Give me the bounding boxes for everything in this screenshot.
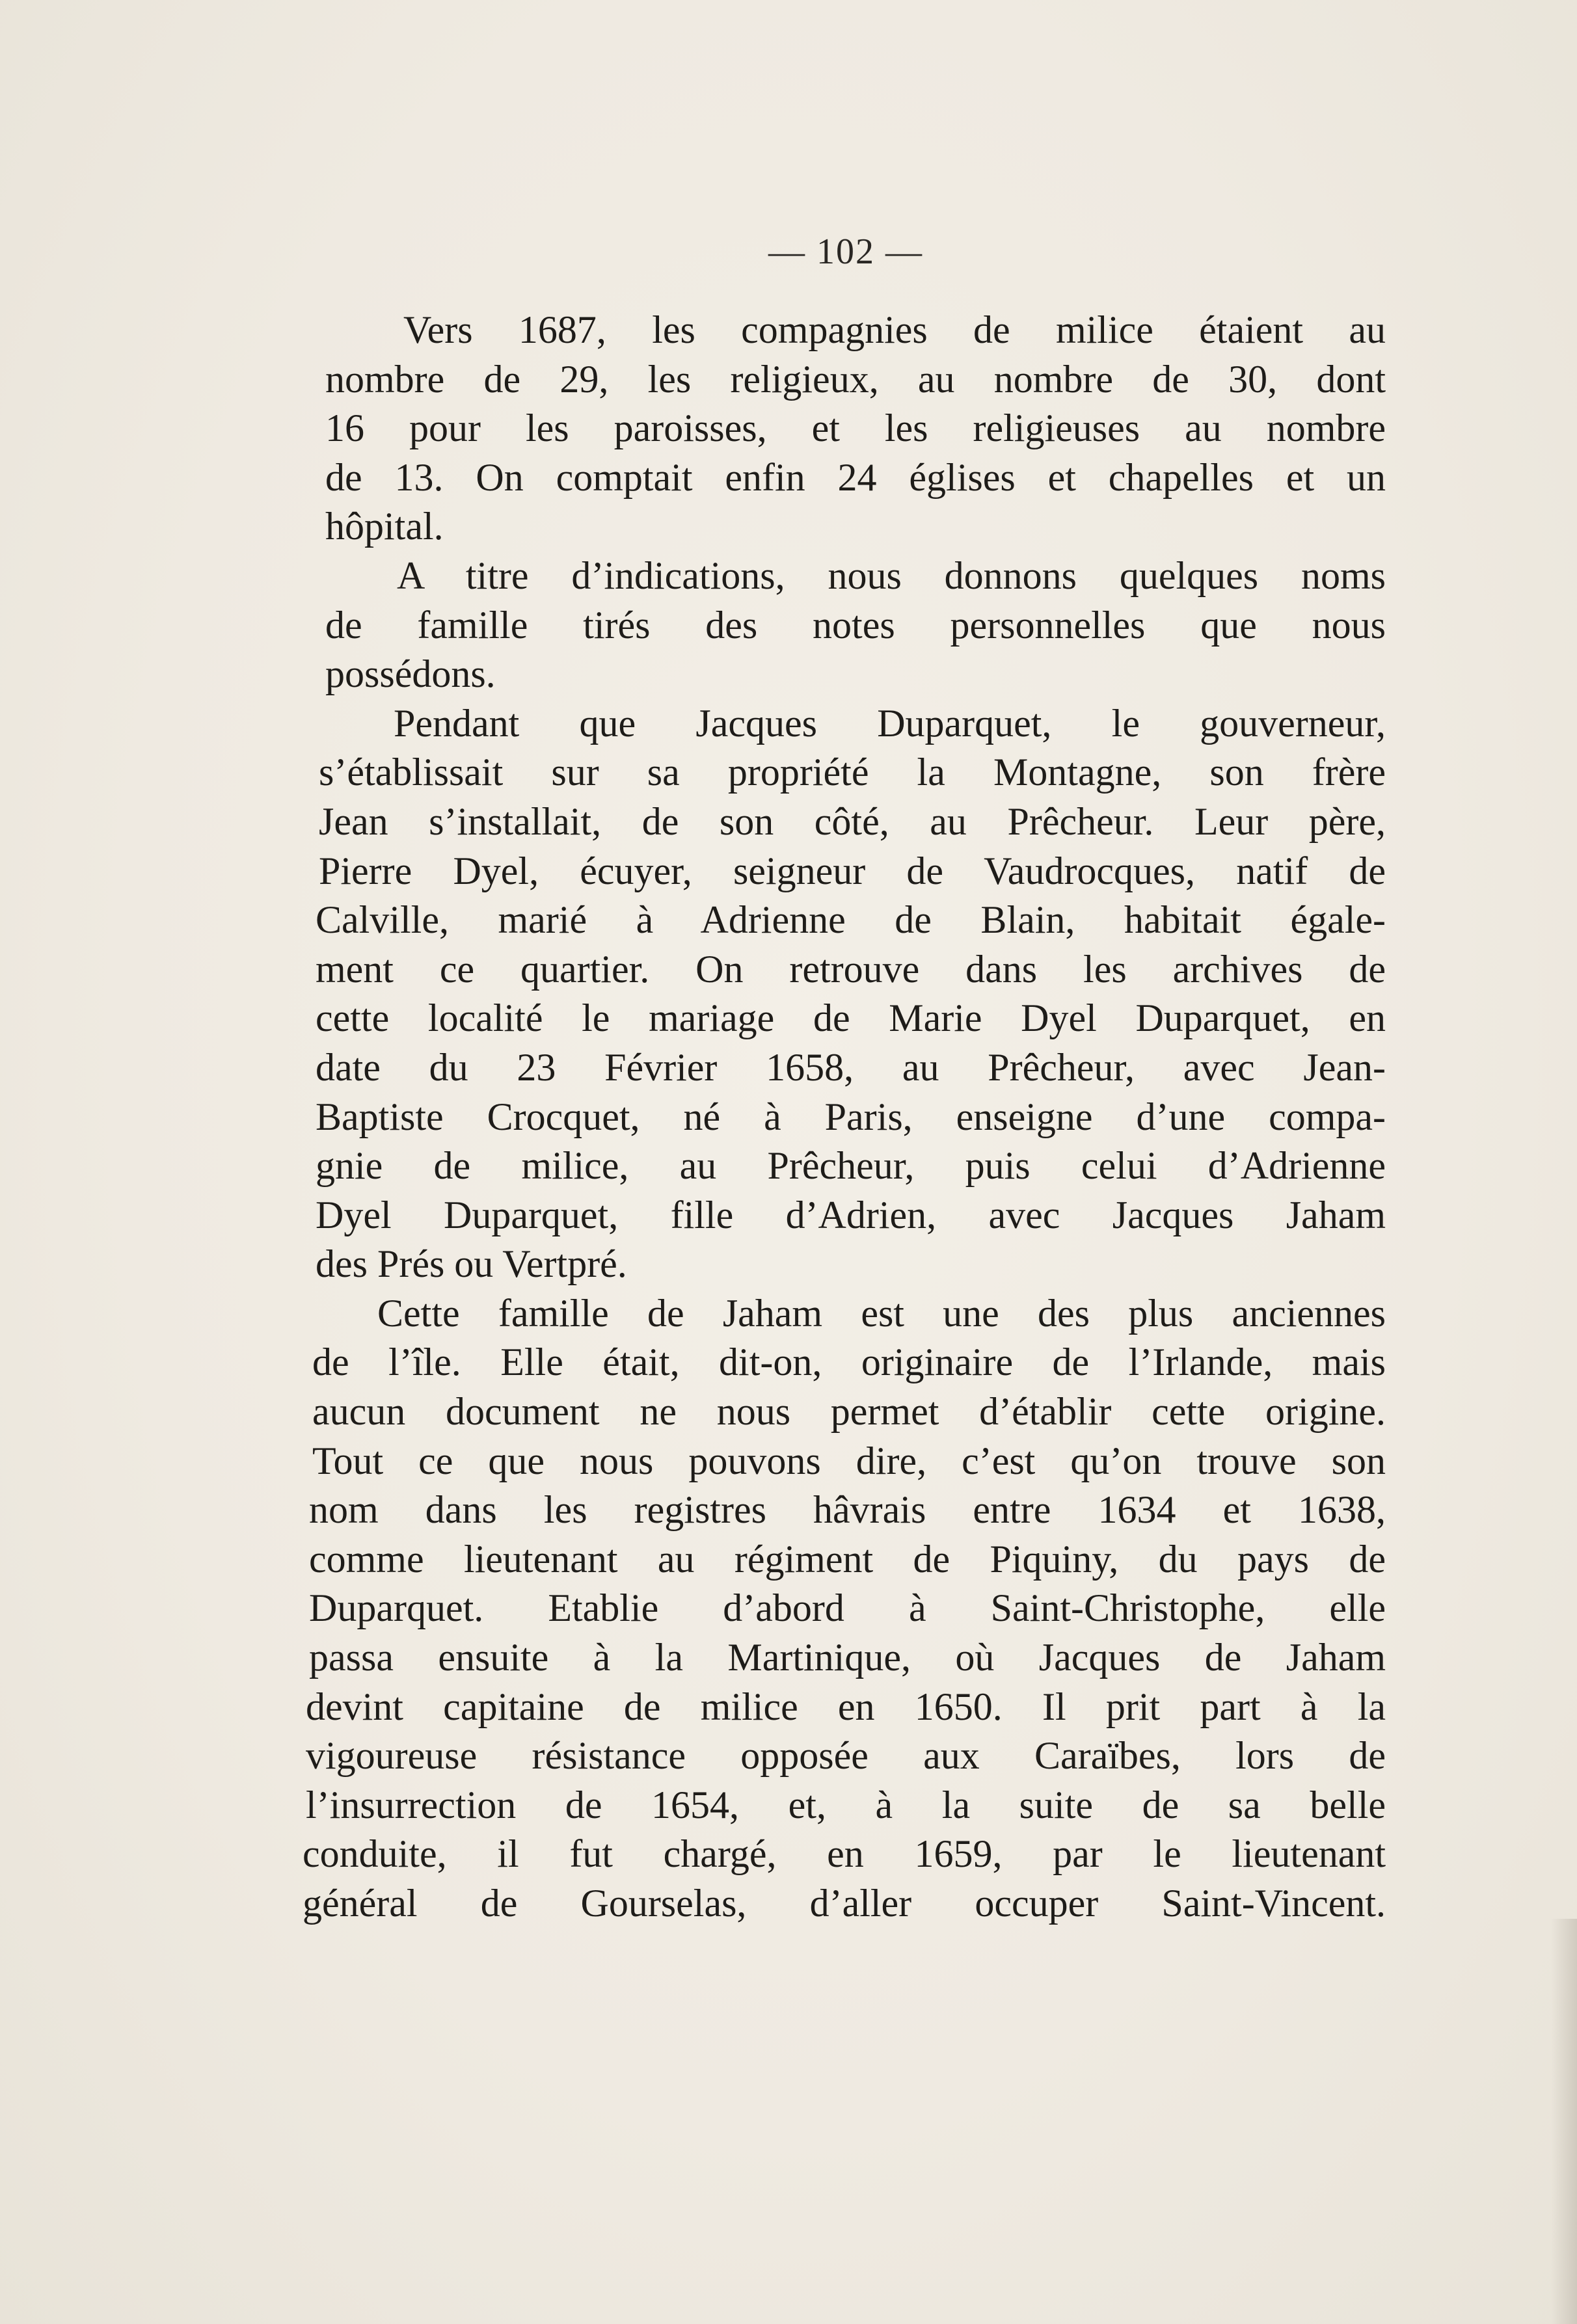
text-line: l’insurrection de 1654, et, à la suite de sa belle	[306, 1783, 1386, 1826]
text-line: Cette famille de Jaham est une des plus anciennes	[377, 1291, 1386, 1335]
paragraph-4	[303, 1289, 1386, 1929]
text-line: gnie de milice, au Prêcheur, puis celui d’Adrienne	[316, 1144, 1386, 1188]
text-line: date du 23 Février 1658, au Prêcheur, avec Jean-	[316, 1045, 1386, 1089]
text-line: 16 pour les paroisses, et les religieuses au nombre	[325, 407, 1386, 450]
text-line: passa ensuite à la Martinique, où Jacques de Jaham	[309, 1636, 1386, 1679]
text-line: de l’île. Elle était, dit-on, originaire de l’Irlande, mais	[312, 1341, 1386, 1384]
paragraph-1	[325, 306, 1386, 552]
text-line: de 13. On comptait enfin 24 églises et chapelles et un	[325, 455, 1386, 499]
text-line: général de Gourselas, d’aller occuper Saint-Vincent.	[303, 1882, 1386, 1925]
text-line: devint capitaine de milice en 1650. Il prit part à la	[306, 1685, 1386, 1728]
text-line: Dyel Duparquet, fille d’Adrien, avec Jacques Jaham	[316, 1193, 1386, 1236]
text-line: Jean s’installait, de son côté, au Prêcheur. Leur père,	[319, 799, 1386, 843]
text-line: nombre de 29, les religieux, au nombre de 30, dont	[325, 357, 1386, 401]
text-line: des Prés ou Vertpré.	[316, 1242, 627, 1286]
paragraph-3	[316, 699, 1386, 1289]
text-line: aucun document ne nous permet d’établir cette origine.	[312, 1390, 1386, 1434]
text-line: Vers 1687, les compagnies de milice étaient au	[403, 308, 1386, 351]
text-line: conduite, il fut chargé, en 1659, par le lieutenant	[303, 1832, 1386, 1876]
text-line: de famille tirés des notes personnelles que nous	[325, 603, 1386, 647]
text-line: ment ce quartier. On retrouve dans les archives de	[316, 947, 1386, 991]
text-line: Tout ce que nous pouvons dire, c’est qu’on trouve son	[312, 1439, 1386, 1482]
text-line: Pendant que Jacques Duparquet, le gouverneur,	[394, 701, 1386, 745]
text-line: comme lieutenant au régiment de Piquiny, du pays de	[309, 1537, 1386, 1581]
text-line: Duparquet. Etablie d’abord à Saint-Christophe, elle	[309, 1586, 1386, 1630]
text-line: Calville, marié à Adrienne de Blain, habitait égale-	[316, 898, 1386, 942]
text-line: cette localité le mariage de Marie Dyel Duparquet, en	[316, 996, 1386, 1040]
text-line: A titre d’indications, nous donnons quelques noms	[397, 554, 1386, 597]
page-number: — 102 —	[768, 232, 923, 272]
text-line: vigoureuse résistance opposée aux Caraïbes, lors de	[306, 1734, 1386, 1778]
text-line: hôpital.	[325, 505, 444, 548]
text-line: nom dans les registres hâvrais entre 1634 et 1638,	[309, 1488, 1386, 1532]
paragraph-2	[325, 552, 1386, 699]
text-line: s’établissait sur sa propriété la Montagne, son frère	[319, 751, 1386, 794]
text-line: possédons.	[325, 652, 496, 696]
page-edge-shadow	[1551, 1919, 1577, 2324]
body-text	[303, 306, 1386, 1929]
text-line: Pierre Dyel, écuyer, seigneur de Vaudrocques, natif de	[319, 849, 1386, 892]
text-line: Baptiste Crocquet, né à Paris, enseigne d’une compa-	[316, 1095, 1386, 1138]
